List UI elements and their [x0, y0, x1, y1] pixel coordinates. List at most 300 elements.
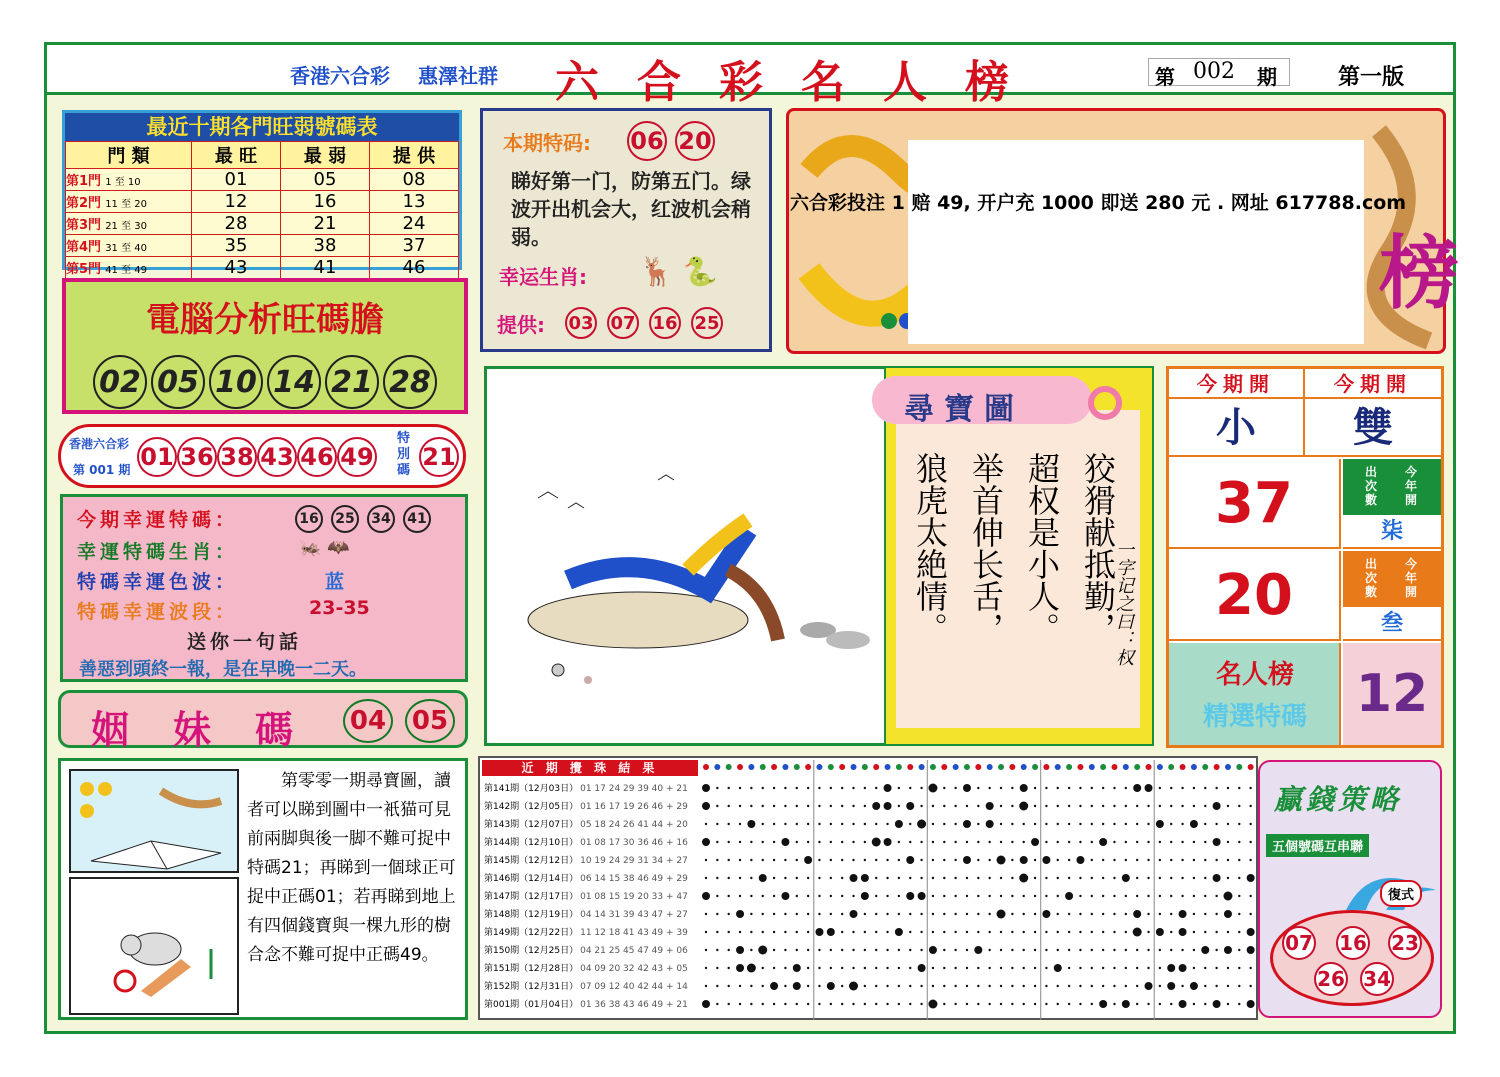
grid-header-ball: [1191, 764, 1197, 770]
number-ball: 05: [405, 699, 455, 743]
grid-dot: [1159, 895, 1161, 897]
history-numbers: 07 09 12 40 42 44 + 14: [580, 982, 688, 992]
grid-dot: [988, 913, 990, 915]
grid-dot: [1159, 859, 1161, 861]
grid-dot: [1045, 985, 1047, 987]
grid-dot: [1193, 895, 1195, 897]
grid-dot: [1159, 841, 1161, 843]
grid-dot: [943, 805, 945, 807]
strategy-panel: [1258, 760, 1442, 1018]
grid-dot: [1136, 949, 1138, 951]
publisher-1: 香港六合彩: [290, 64, 390, 88]
grid-dot: [852, 1003, 854, 1005]
grid-hit: [884, 784, 892, 792]
grid-dot: [909, 985, 911, 987]
number-ball: 16: [1336, 926, 1370, 960]
grid-hit: [1179, 910, 1187, 918]
grid-hit: [1065, 892, 1073, 900]
grid-header-ball: [1111, 764, 1117, 770]
grid-dot: [818, 949, 820, 951]
grid-dot: [830, 841, 832, 843]
grid-dot: [954, 805, 956, 807]
grid-dot: [1102, 823, 1104, 825]
grid-dot: [988, 949, 990, 951]
grid-header-ball: [1043, 764, 1049, 770]
number-ball: 01: [137, 437, 177, 477]
number-ball: 43: [257, 437, 297, 477]
opening-value-2: 雙: [1305, 399, 1441, 457]
grid-dot: [739, 985, 741, 987]
grid-dot: [705, 949, 707, 951]
grid-dot: [1204, 913, 1206, 915]
grid-dot: [909, 949, 911, 951]
grid-dot: [739, 895, 741, 897]
grid-dot: [1057, 787, 1059, 789]
grid-dot: [1068, 823, 1070, 825]
grid-header-ball: [839, 764, 845, 770]
grid-dot: [818, 1003, 820, 1005]
grid-dot: [1091, 805, 1093, 807]
grid-dot: [750, 985, 752, 987]
grid-dot: [988, 967, 990, 969]
grid-dot: [1034, 823, 1036, 825]
grid-hit: [1179, 1000, 1187, 1008]
grid-dot: [875, 823, 877, 825]
ten-period-table: [65, 141, 459, 279]
lucky-row-2: 幸運特碼生肖：: [77, 541, 239, 563]
page-title: 六合彩名人榜: [555, 57, 1047, 108]
grid-dot: [1079, 895, 1081, 897]
history-period: 第142期（12月05日）: [484, 802, 579, 812]
grid-dot: [932, 931, 934, 933]
grid-dot: [1091, 913, 1093, 915]
history-row: [484, 852, 698, 870]
grid-header-ball: [1089, 764, 1095, 770]
grid-dot: [1045, 1003, 1047, 1005]
grid-dot: [1136, 859, 1138, 861]
grid-hit: [736, 946, 744, 954]
grid-dot: [807, 823, 809, 825]
lucky-range: 23-35: [309, 597, 370, 619]
grid-dot: [1068, 859, 1070, 861]
grid-dot: [852, 949, 854, 951]
grid-header-ball: [1214, 764, 1220, 770]
history-numbers: 01 16 17 19 26 46 + 29: [580, 802, 688, 812]
grid-dot: [1136, 823, 1138, 825]
grid-dot: [1249, 823, 1251, 825]
grid-dot: [1249, 985, 1251, 987]
grid-dot: [954, 1003, 956, 1005]
grid-dot: [841, 967, 843, 969]
grid-dot: [977, 967, 979, 969]
grid-header-ball: [987, 764, 993, 770]
history-period: 第146期（12月14日）: [484, 874, 579, 884]
poem-columns: [912, 452, 1116, 644]
table-row: 第4門 31 至 40 35 38 37: [66, 235, 459, 257]
grid-dot: [1147, 895, 1149, 897]
grid-dot: [1000, 931, 1002, 933]
grid-header-ball: [964, 764, 970, 770]
zodiac-label: 幸运生肖:: [499, 265, 587, 289]
grid-hit: [906, 856, 914, 864]
grid-dot: [1193, 1003, 1195, 1005]
grid-dot: [909, 787, 911, 789]
person-lying-icon: [488, 370, 884, 742]
grid-dot: [1011, 859, 1013, 861]
grid-dot: [1170, 1003, 1172, 1005]
grid-hit: [702, 892, 710, 900]
grid-dot: [988, 1003, 990, 1005]
grid-dot: [1011, 985, 1013, 987]
history-period: 第151期（12月28日）: [484, 964, 579, 974]
grid-dot: [1227, 967, 1229, 969]
grid-dot: [1136, 1003, 1138, 1005]
grid-dot: [1136, 967, 1138, 969]
grid-dot: [1045, 823, 1047, 825]
grid-dot: [1023, 967, 1025, 969]
grid-dot: [932, 985, 934, 987]
grid-dot: [1068, 877, 1070, 879]
grid-dot: [818, 805, 820, 807]
offer-label: 提供:: [497, 313, 545, 337]
grid-header-ball: [714, 764, 720, 770]
grid-dot: [830, 895, 832, 897]
history-rows: [484, 780, 698, 1014]
grid-dot: [1023, 1003, 1025, 1005]
grid-header-ball: [851, 764, 857, 770]
grid-header-ball: [1032, 764, 1038, 770]
grid-dot: [727, 877, 729, 879]
grid-dot: [1102, 805, 1104, 807]
history-row: [484, 906, 698, 924]
grid-dot: [1238, 805, 1240, 807]
grid-dot: [1170, 787, 1172, 789]
grid-header-ball: [1009, 764, 1015, 770]
grid-hit: [1042, 910, 1050, 918]
grid-dot: [966, 841, 968, 843]
grid-dot: [727, 913, 729, 915]
grid-dot: [796, 805, 798, 807]
grid-dot: [1204, 823, 1206, 825]
grid-dot: [796, 949, 798, 951]
grid-hit: [1213, 874, 1221, 882]
grid-dot: [1204, 859, 1206, 861]
grid-dot: [1170, 949, 1172, 951]
grid-header-ball: [975, 764, 981, 770]
grid-hit: [918, 892, 926, 900]
grid-dot: [1170, 877, 1172, 879]
count-value-2: 叁: [1343, 607, 1441, 641]
last-result-panel: [58, 424, 466, 488]
grid-dot: [1125, 895, 1127, 897]
grid-hit: [827, 928, 835, 936]
grid-dot: [1034, 985, 1036, 987]
history-numbers: 01 08 17 30 36 46 + 16: [580, 838, 688, 848]
grid-dot: [920, 805, 922, 807]
grid-dot: [875, 985, 877, 987]
grid-hit: [1179, 928, 1187, 936]
grid-dot: [841, 931, 843, 933]
grid-hit: [702, 802, 710, 810]
saying-label: 送你一句話: [187, 631, 303, 653]
history-numbers: 01 08 15 19 20 33 + 47: [580, 892, 688, 902]
grid-dot: [773, 859, 775, 861]
computer-analysis-title: 電腦分析旺碼膽: [146, 300, 384, 340]
grid-hit: [702, 784, 710, 792]
grid-dot: [1159, 913, 1161, 915]
grid-dot: [943, 949, 945, 951]
history-row: [484, 942, 698, 960]
grid-dot: [1023, 841, 1025, 843]
history-period: 第148期（12月19日）: [484, 910, 579, 920]
grid-dot: [1057, 823, 1059, 825]
grid-dot: [909, 877, 911, 879]
grid-dot: [1249, 805, 1251, 807]
issue-suffix: 期: [1257, 65, 1277, 89]
grid-dot: [1068, 913, 1070, 915]
number-ball: 23: [1388, 926, 1422, 960]
grid-dot: [750, 877, 752, 879]
grid-hit: [872, 802, 880, 810]
grid-dot: [1079, 805, 1081, 807]
grid-special: [747, 964, 756, 973]
grid-dot: [830, 787, 832, 789]
computer-analysis-panel: [62, 278, 468, 414]
grid-dot: [1147, 841, 1149, 843]
grid-dot: [1034, 931, 1036, 933]
grid-dot: [762, 931, 764, 933]
grid-dot: [852, 895, 854, 897]
grid-dot: [852, 931, 854, 933]
grid-dot: [716, 913, 718, 915]
history-period: 第149期（12月22日）: [484, 928, 579, 938]
big-number-1: 37: [1169, 459, 1341, 549]
grid-dot: [1023, 823, 1025, 825]
grid-dot: [898, 913, 900, 915]
grid-dot: [716, 787, 718, 789]
history-numbers: 06 14 15 38 46 49 + 29: [580, 874, 688, 884]
grid-dot: [1068, 949, 1070, 951]
grid-hit: [781, 838, 789, 846]
number-ball: 34: [1360, 962, 1394, 996]
opening-header-1: 今期開: [1169, 369, 1305, 399]
grid-dot: [1000, 805, 1002, 807]
grid-hit: [1145, 784, 1153, 792]
grid-special: [1223, 892, 1232, 901]
history-numbers: 01 17 24 29 39 40 + 21: [580, 784, 688, 794]
grid-dot: [1011, 895, 1013, 897]
grid-hit: [1224, 946, 1232, 954]
grid-dot: [1249, 841, 1251, 843]
grid-dot: [1193, 967, 1195, 969]
grid-dot: [1102, 985, 1104, 987]
grid-hit: [1224, 910, 1232, 918]
grid-dot: [1057, 841, 1059, 843]
grid-dot: [796, 877, 798, 879]
count-label-box-1: [1343, 459, 1441, 515]
current-special-label: 本期特码:: [503, 131, 591, 155]
grid-dot: [1102, 967, 1104, 969]
grid-dot: [830, 949, 832, 951]
grid-dot: [886, 913, 888, 915]
col-header: 最 旺: [192, 142, 281, 169]
grid-dot: [1227, 787, 1229, 789]
sister-panel: [58, 690, 468, 752]
grid-hit: [1122, 874, 1130, 882]
grid-dot: [784, 985, 786, 987]
grid-dot: [1045, 949, 1047, 951]
lucky-color: 蓝: [325, 571, 345, 593]
grid-dot: [932, 805, 934, 807]
grid-dot: [954, 841, 956, 843]
grid-hit: [1076, 856, 1084, 864]
grid-dot: [1000, 1003, 1002, 1005]
grid-dot: [1034, 859, 1036, 861]
grid-header-ball: [1066, 764, 1072, 770]
grid-hit: [1042, 856, 1050, 864]
grid-dot: [920, 859, 922, 861]
grid-dot: [1238, 877, 1240, 879]
grid-dot: [1249, 913, 1251, 915]
grid-dot: [1034, 913, 1036, 915]
grid-dot: [1034, 967, 1036, 969]
grid-dot: [886, 949, 888, 951]
grid-special: [928, 1000, 937, 1009]
number-ball: 21: [325, 355, 379, 409]
grid-dot: [920, 913, 922, 915]
famous-subtitle: 精選特碼: [1202, 702, 1307, 732]
grid-dot: [818, 841, 820, 843]
grid-dot: [762, 895, 764, 897]
grid-dot: [864, 823, 866, 825]
grid-hit: [963, 784, 971, 792]
grid-dot: [784, 949, 786, 951]
grid-dot: [1011, 841, 1013, 843]
history-panel: [478, 756, 1258, 1020]
grid-dot: [1079, 787, 1081, 789]
grid-dot: [807, 877, 809, 879]
grid-header-ball: [1225, 764, 1231, 770]
grid-header-ball: [1168, 764, 1174, 770]
grid-dot: [716, 895, 718, 897]
grid-dot: [1000, 823, 1002, 825]
grid-header-ball: [1021, 764, 1027, 770]
grid-dot: [1023, 895, 1025, 897]
grid-hit: [1054, 964, 1062, 972]
grid-dot: [818, 823, 820, 825]
year-label: 今年開: [1405, 557, 1418, 599]
grid-header-ball: [930, 764, 936, 770]
grid-header-ball: [771, 764, 777, 770]
grid-dot: [1000, 787, 1002, 789]
grid-dot: [1159, 1003, 1161, 1005]
grid-hit: [861, 892, 869, 900]
grid-dot: [807, 985, 809, 987]
history-row: [484, 816, 698, 834]
grid-dot: [1079, 841, 1081, 843]
grid-dot: [920, 787, 922, 789]
grid-dot: [977, 823, 979, 825]
grid-dot: [1102, 895, 1104, 897]
grid-dot: [773, 931, 775, 933]
grid-dot: [966, 949, 968, 951]
grid-dot: [1113, 985, 1115, 987]
grid-special: [928, 784, 937, 793]
grid-dot: [864, 1003, 866, 1005]
grid-header-ball: [907, 764, 913, 770]
grid-dot: [977, 913, 979, 915]
grid-dot: [1227, 1003, 1229, 1005]
grid-dot: [1113, 949, 1115, 951]
grid-dot: [716, 823, 718, 825]
offer-numbers: [565, 307, 723, 339]
last-result-label: 香港六合彩: [69, 437, 130, 451]
count-label: 出次數: [1365, 557, 1378, 599]
grid-hit: [884, 838, 892, 846]
grid-dot: [943, 895, 945, 897]
grid-dot: [1045, 805, 1047, 807]
grid-header-ball: [828, 764, 834, 770]
grid-hit: [736, 910, 744, 918]
grid-dot: [762, 967, 764, 969]
grid-dot: [705, 859, 707, 861]
grid-dot: [1227, 805, 1229, 807]
grid-hit: [781, 892, 789, 900]
grid-dot: [1215, 985, 1217, 987]
grid-dot: [1034, 949, 1036, 951]
grid-dot: [920, 841, 922, 843]
grid-dot: [1011, 805, 1013, 807]
grid-dot: [841, 985, 843, 987]
grid-dot: [1193, 931, 1195, 933]
grid-hit: [793, 982, 801, 990]
history-row: [484, 924, 698, 942]
riddle-illustration: [488, 370, 884, 742]
number-ball: 36: [177, 437, 217, 477]
history-period: 第144期（12月10日）: [484, 838, 579, 848]
grid-dot: [807, 787, 809, 789]
grid-dot: [796, 931, 798, 933]
grid-dot: [886, 967, 888, 969]
grid-dot: [909, 913, 911, 915]
history-row: [484, 780, 698, 798]
grid-dot: [1057, 877, 1059, 879]
grid-dot: [1079, 913, 1081, 915]
special-ball: 20: [675, 121, 715, 161]
grid-dot: [1091, 841, 1093, 843]
grid-hit: [850, 910, 858, 918]
grid-dot: [807, 1003, 809, 1005]
grid-dot: [1204, 787, 1206, 789]
grid-header-ball: [737, 764, 743, 770]
grid-dot: [932, 841, 934, 843]
grid-dot: [1215, 913, 1217, 915]
history-numbers: 10 19 24 29 31 34 + 27: [580, 856, 688, 866]
grid-dot: [966, 895, 968, 897]
grid-dot: [1147, 1003, 1149, 1005]
grid-dot: [1102, 877, 1104, 879]
grid-dot: [1227, 841, 1229, 843]
scroll-curl-icon: [1088, 386, 1122, 420]
grid-header-ball: [1077, 764, 1083, 770]
grid-dot: [977, 931, 979, 933]
grid-dot: [1238, 985, 1240, 987]
history-title: 近 期 攪 珠 結 果: [482, 760, 698, 776]
grid-hit: [1122, 1000, 1130, 1008]
grid-dot: [1113, 859, 1115, 861]
grid-dot: [1181, 895, 1183, 897]
special-label: 特別碼: [397, 431, 411, 478]
